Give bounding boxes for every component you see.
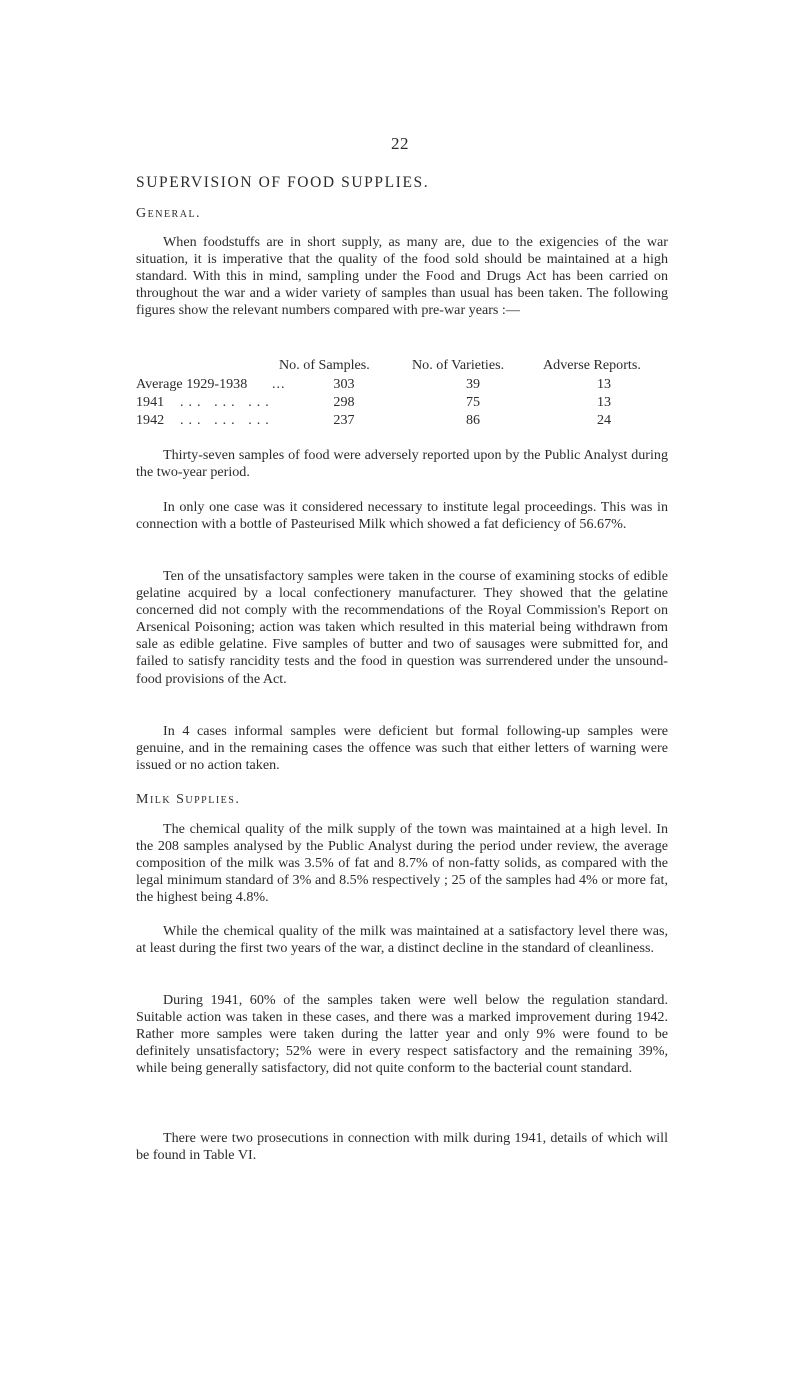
row-leader-dots: ... ... ... (180, 412, 274, 428)
row-leader-dots: ... (272, 376, 286, 392)
milk-paragraph-2: While the chemical quality of the milk was maintained at a satisfactory level there was, at least during the first two years of the war, a distinct decline in the standard of cleanliness. (136, 923, 668, 957)
general-paragraph-4: In 4 cases informal samples were deficient but formal following-up samples were genuine, and in the remaining cases the offence was such that either letters of warning were issued or no action taken. (136, 723, 668, 774)
table-row (136, 412, 668, 430)
row-adverse: 13 (596, 376, 612, 392)
milk-paragraph-4: There were two prosecutions in connection with milk during 1941, details of which will be found in Table VI. (136, 1130, 668, 1164)
page-number: 22 (391, 134, 409, 153)
row-label: 1941 (136, 394, 165, 410)
header-samples: No. of Samples. (279, 357, 370, 373)
section-heading-general: General. (136, 206, 202, 221)
row-leader-dots: ... ... ... (180, 394, 274, 410)
section-heading-milk: Milk Supplies. (136, 792, 241, 807)
header-adverse: Adverse Reports. (543, 357, 641, 373)
general-paragraph-2: In only one case was it considered necessary to institute legal proceedings. This was in connection with a bottle of Pasteurised Milk which showed a fat deficiency of 56.67%. (136, 499, 668, 533)
page-title: SUPERVISION OF FOOD SUPPLIES. (136, 174, 430, 191)
row-adverse: 24 (596, 412, 612, 428)
row-varieties: 75 (465, 394, 481, 410)
general-paragraph-1: Thirty-seven samples of food were adversely reported upon by the Public Analyst during the two-year period. (136, 447, 668, 481)
row-samples: 237 (333, 412, 355, 428)
milk-paragraph-1: The chemical quality of the milk supply of the town was maintained at a high level. In the 208 samples analysed by the Public Analyst during the period under review, the average composition of the milk was 3.5% of fat and 8.7% of non-fatty solids, as compared with the legal minimum standard of 3% and 8.5% respectively ; 25 of the samples had 4% or more fat, the highest being 4.8%. (136, 821, 668, 906)
general-paragraph-3: Ten of the unsatisfactory samples were taken in the course of examining stocks of edible gelatine acquired by a local confectionery manufacturer. They showed that the gelatine concerned did not comply with the recommendations of the Royal Commission's Report on Arsenical Poisoning; action was taken which resulted in this material being withdrawn from sale as edible gelatine. Five samples of butter and two of sausages were submitted for, and failed to satisfy rancidity tests and the food in question was surrendered under the unsound-food provisions of the Act. (136, 568, 668, 687)
general-intro-paragraph: When foodstuffs are in short supply, as many are, due to the exigencies of the war situation, it is imperative that the quality of the food sold should be maintained at a high standard. With this in mind, sampling under the Food and Drugs Act has been carried on throughout the war and a wider variety of samples than usual has been taken. The following figures show the relevant numbers compared with pre-war years :— (136, 234, 668, 319)
milk-paragraph-3: During 1941, 60% of the samples taken were well below the regulation standard. Suitable action was taken in these cases, and there was a marked improvement during 1942. Rather more samples were taken during the latter year and only 9% were found to be definitely unsatisfactory; 52% were in every respect satisfactory and the remaining 39%, while being generally satisfactory, did not quite conform to the bacterial count standard. (136, 992, 668, 1077)
row-label: Average 1929-1938 (136, 376, 248, 392)
samples-table-header (136, 357, 668, 375)
row-samples: 298 (333, 394, 355, 410)
header-varieties: No. of Varieties. (412, 357, 505, 373)
row-varieties: 39 (465, 376, 481, 392)
row-varieties: 86 (465, 412, 481, 428)
row-adverse: 13 (596, 394, 612, 410)
row-label: 1942 (136, 412, 165, 428)
row-samples: 303 (333, 376, 355, 392)
table-row (136, 394, 668, 412)
table-row (136, 376, 668, 394)
